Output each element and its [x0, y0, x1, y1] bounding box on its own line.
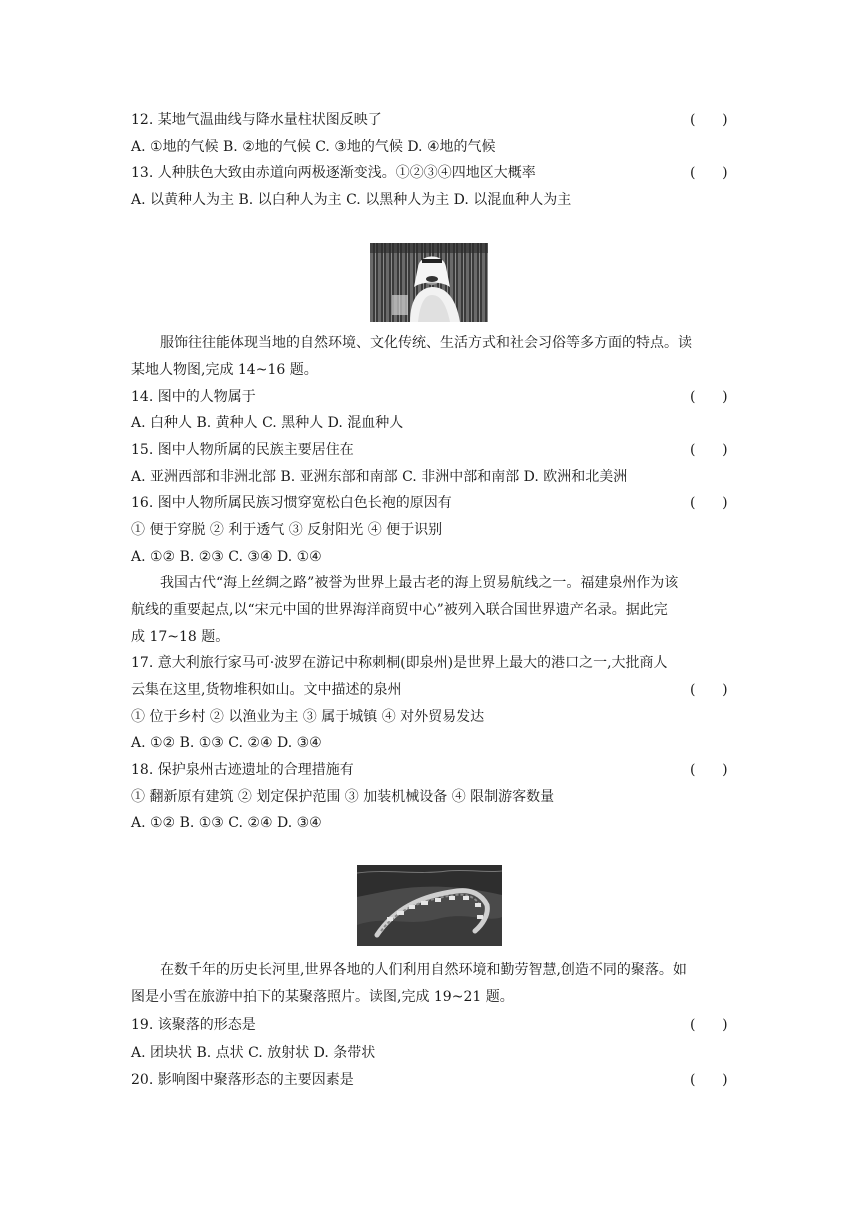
- answer-bracket-13: ( ): [690, 165, 728, 181]
- answer-bracket-16: ( ): [690, 495, 728, 511]
- question-17-line-2: 云集在这里,货物堆积如山。文中描述的泉州: [131, 682, 402, 698]
- passage-3-line-1: 在数千年的历史长河里,世界各地的人们利用自然环境和勤劳智慧,创造不同的聚落。如: [160, 962, 687, 978]
- passage-1-line-1: 服饰往往能体现当地的自然环境、文化传统、生活方式和社会习俗等多方面的特点。读: [160, 335, 692, 351]
- question-14: 14. 图中的人物属于: [131, 389, 256, 405]
- settlement-photo: [357, 865, 502, 946]
- options-18: A. ①② B. ①③ C. ②④ D. ③④: [131, 815, 322, 831]
- options-19: A. 团块状 B. 点状 C. 放射状 D. 条带状: [131, 1045, 376, 1061]
- answer-bracket-14: ( ): [690, 389, 728, 405]
- question-19: 19. 该聚落的形态是: [131, 1017, 256, 1033]
- options-14: A. 白种人 B. 黄种人 C. 黑种人 D. 混血种人: [131, 415, 404, 431]
- passage-2-line-1: 我国古代“海上丝绸之路”被誉为世界上最古老的海上贸易航线之一。福建泉州作为该: [160, 575, 679, 591]
- question-17-line-1: 17. 意大利旅行家马可·波罗在游记中称刺桐(即泉州)是世界上最大的港口之一,大批商人: [131, 655, 668, 671]
- items-16: ① 便于穿脱 ② 利于透气 ③ 反射阳光 ④ 便于识别: [131, 522, 443, 538]
- items-18: ① 翻新原有建筑 ② 划定保护范围 ③ 加装机械设备 ④ 限制游客数量: [131, 789, 555, 805]
- passage-2-line-2: 航线的重要起点,以“宋元中国的世界海洋商贸中心”被列入联合国世界遗产名录。据此完: [131, 602, 668, 618]
- passage-3-line-2: 图是小雪在旅游中拍下的某聚落照片。读图,完成 19~21 题。: [131, 989, 514, 1005]
- items-17: ① 位于乡村 ② 以渔业为主 ③ 属于城镇 ④ 对外贸易发达: [131, 709, 485, 725]
- answer-bracket-15: ( ): [690, 442, 728, 458]
- question-13: 13. 人种肤色大致由赤道向两极逐渐变浅。①②③④四地区大概率: [131, 165, 536, 181]
- options-15: A. 亚洲西部和非洲北部 B. 亚洲东部和南部 C. 非洲中部和南部 D. 欧洲和北美洲: [131, 469, 628, 485]
- question-12: 12. 某地气温曲线与降水量柱状图反映了: [131, 112, 382, 128]
- answer-bracket-19: ( ): [690, 1017, 728, 1033]
- settlement-photo-image: [357, 865, 502, 946]
- options-17: A. ①② B. ①③ C. ②④ D. ③④: [131, 735, 322, 751]
- answer-bracket-17: ( ): [690, 682, 728, 698]
- question-16: 16. 图中人物所属民族习惯穿宽松白色长袍的原因有: [131, 495, 452, 511]
- options-16: A. ①② B. ②③ C. ③④ D. ①④: [131, 549, 322, 565]
- options-12: A. ①地的气候 B. ②地的气候 C. ③地的气候 D. ④地的气候: [131, 139, 496, 155]
- question-15: 15. 图中人物所属的民族主要居住在: [131, 442, 354, 458]
- answer-bracket-20: ( ): [690, 1072, 728, 1088]
- options-13: A. 以黄种人为主 B. 以白种人为主 C. 以黑种人为主 D. 以混血种人为主: [131, 192, 572, 208]
- passage-2-line-3: 成 17~18 题。: [131, 629, 230, 645]
- answer-bracket-18: ( ): [690, 762, 728, 778]
- person-photo: [370, 243, 488, 322]
- question-18: 18. 保护泉州古迹遗址的合理措施有: [131, 762, 354, 778]
- passage-1-line-2: 某地人物图,完成 14~16 题。: [131, 362, 318, 378]
- person-photo-image: [370, 243, 488, 322]
- answer-bracket-12: ( ): [690, 112, 728, 128]
- question-20: 20. 影响图中聚落形态的主要因素是: [131, 1072, 354, 1088]
